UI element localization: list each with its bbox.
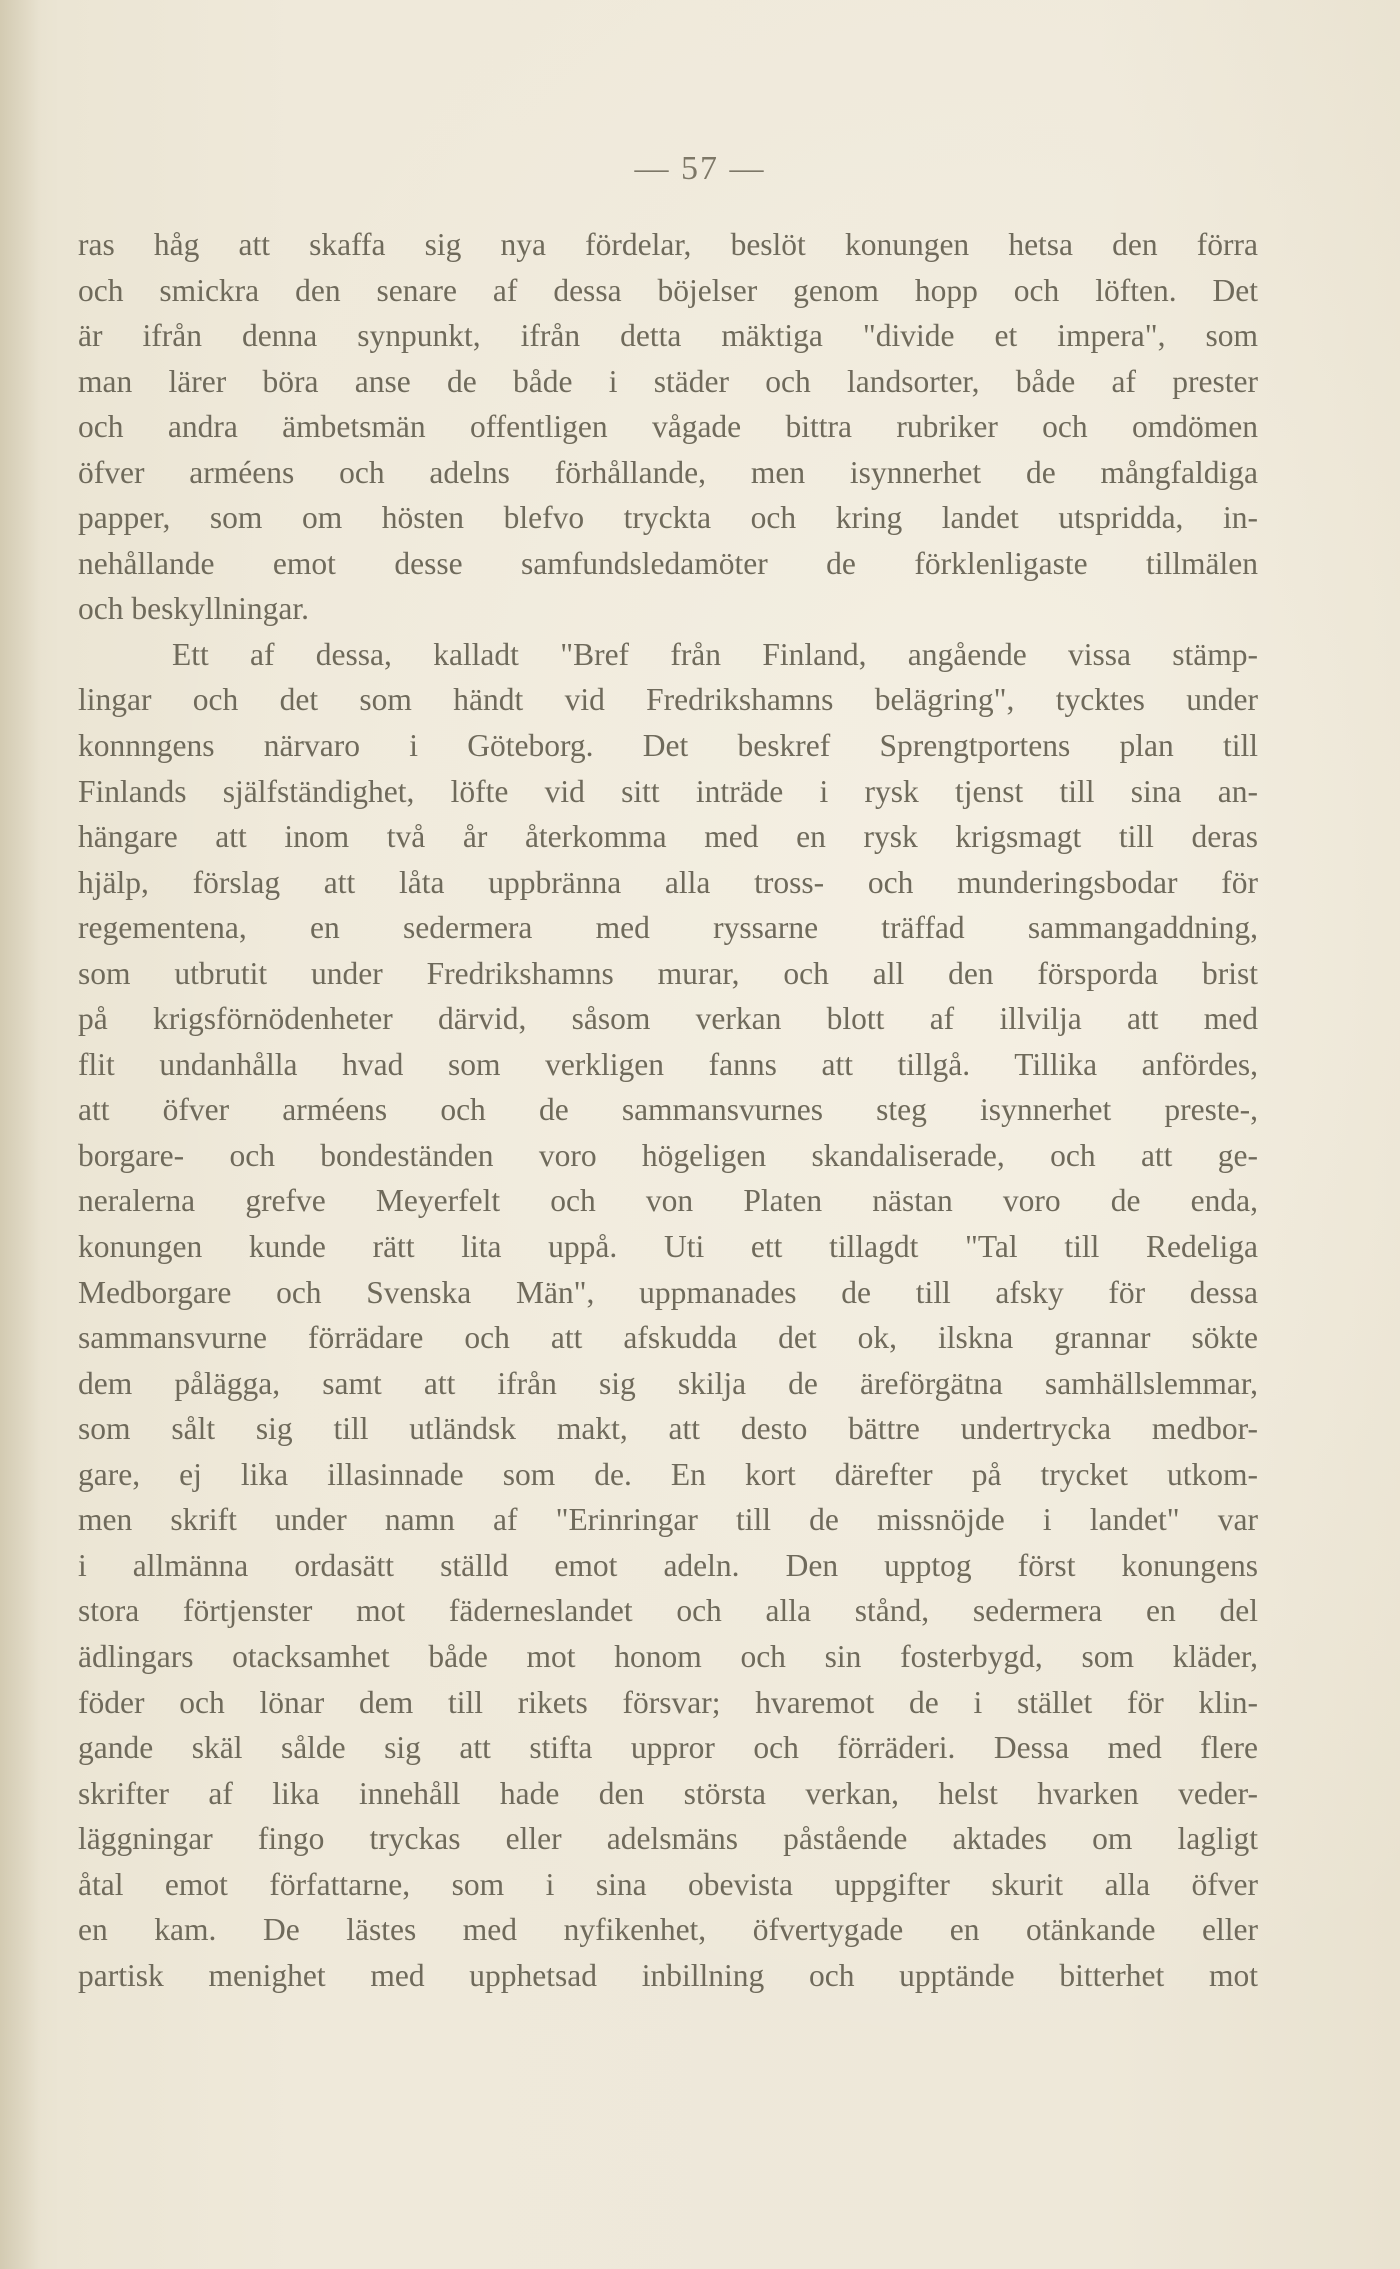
paragraph-start-line: Ett af dessa, kalladt "Bref från Finland, angående vissa stämp-: [172, 636, 1258, 672]
body-text: [78, 222, 1258, 1998]
text-line: åtal emot författarne, som i sina obevista uppgifter skurit alla öfver: [78, 1866, 1258, 1902]
text-line: öfver arméens och adelns förhållande, men isynnerhet de mångfaldiga: [78, 454, 1258, 490]
text-line: Finlands själfständighet, löfte vid sitt inträde i rysk tjenst till sina an-: [78, 773, 1258, 809]
text-line: men skrift under namn af "Erinringar till de missnöjde i landet" var: [78, 1502, 1258, 1538]
text-line: dem pålägga, samt att ifrån sig skilja de äreförgätna samhällslemmar,: [78, 1365, 1258, 1401]
text-line: neralerna grefve Meyerfelt och von Platen nästan voro de enda,: [78, 1183, 1258, 1219]
text-line: gande skäl sålde sig att stifta uppror och förräderi. Dessa med flere: [78, 1730, 1258, 1766]
text-line: hängare att inom två år återkomma med en rysk krigsmagt till deras: [78, 819, 1258, 855]
text-line: är ifrån denna synpunkt, ifrån detta mäktiga "divide et impera", som: [78, 318, 1258, 354]
binding-gutter-shadow: [0, 0, 40, 2269]
text-line: i allmänna ordasätt ställd emot adeln. Den upptog först konungens: [78, 1547, 1258, 1583]
text-line: och andra ämbetsmän offentligen vågade bittra rubriker och omdömen: [78, 409, 1258, 445]
text-line: konnngens närvaro i Göteborg. Det beskref Sprengtportens plan till: [78, 728, 1258, 764]
text-line: konungen kunde rätt lita uppå. Uti ett tillagdt "Tal till Redeliga: [78, 1229, 1258, 1265]
paragraph-end-line: och beskyllningar.: [78, 591, 309, 627]
text-line: sammansvurne förrädare och att afskudda det ok, ilskna grannar sökte: [78, 1320, 1258, 1356]
text-line: partisk menighet med upphetsad inbillning och upptände bitterhet mot: [78, 1957, 1258, 1993]
text-line: och smickra den senare af dessa böjelser genom hopp och löften. Det: [78, 272, 1258, 308]
text-line: läggningar fingo tryckas eller adelsmäns påstående aktades om lagligt: [78, 1821, 1258, 1857]
text-line: stora förtjenster mot fäderneslandet och alla stånd, sedermera en del: [78, 1593, 1258, 1629]
text-line: att öfver arméens och de sammansvurnes steg isynnerhet preste-,: [78, 1092, 1258, 1128]
text-line: borgare- och bondeständen voro högeligen skandaliserade, och att ge-: [78, 1137, 1258, 1173]
text-line: föder och lönar dem till rikets försvar; hvaremot de i stället för klin-: [78, 1684, 1258, 1720]
text-line: hjälp, förslag att låta uppbränna alla tross- och munderingsbodar för: [78, 864, 1258, 900]
text-line: lingar och det som händt vid Fredrikshamns belägring", tycktes under: [78, 682, 1258, 718]
text-line: papper, som om hösten blefvo tryckta och kring landet utspridda, in-: [78, 500, 1258, 536]
text-line: gare, ej lika illasinnade som de. En kort därefter på trycket utkom-: [78, 1456, 1258, 1492]
text-line: nehållande emot desse samfundsledamöter de förklenligaste tillmälen: [78, 545, 1258, 581]
text-line: som sålt sig till utländsk makt, att desto bättre undertrycka medbor-: [78, 1411, 1258, 1447]
text-line: ädlingars otacksamhet både mot honom och sin fosterbygd, som kläder,: [78, 1638, 1258, 1674]
text-line: Medborgare och Svenska Män", uppmanades de till afsky för dessa: [78, 1274, 1258, 1310]
text-line: regementena, en sedermera med ryssarne träffad sammangaddning,: [78, 910, 1258, 946]
text-line: på krigsförnödenheter därvid, såsom verkan blott af illvilja att med: [78, 1001, 1258, 1037]
text-line: ras håg att skaffa sig nya fördelar, beslöt konungen hetsa den förra: [78, 227, 1258, 262]
text-line: flit undanhålla hvad som verkligen fanns att tillgå. Tillika anfördes,: [78, 1046, 1258, 1082]
text-line: som utbrutit under Fredrikshamns murar, och all den försporda brist: [78, 955, 1258, 991]
text-line: skrifter af lika innehåll hade den största verkan, helst hvarken veder-: [78, 1775, 1258, 1811]
page-number: — 57 —: [634, 150, 766, 187]
text-line: en kam. De lästes med nyfikenhet, öfvertygade en otänkande eller: [78, 1912, 1258, 1948]
text-line: man lärer böra anse de både i städer och landsorter, både af prester: [78, 363, 1258, 399]
